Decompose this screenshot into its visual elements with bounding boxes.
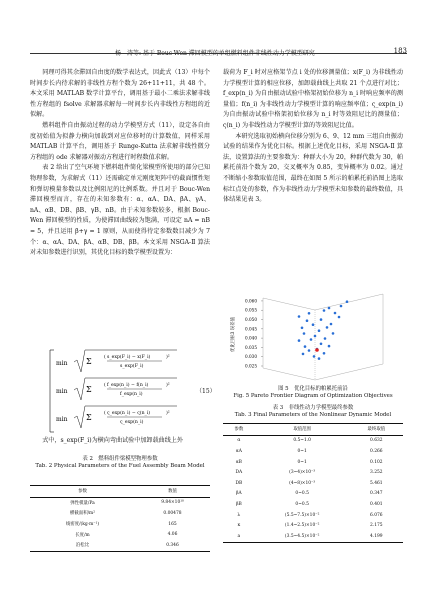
table3-cell: DB [235, 480, 243, 486]
table3-cell: βB [235, 501, 242, 507]
svg-text:)²: )² [166, 355, 170, 360]
data-point [346, 300, 349, 303]
figure5-caption [223, 386, 403, 400]
z-tick-label: 0.030 [245, 354, 257, 360]
paragraph: 同理可得其余滞回自由度的数学表达式，因此式（13）中每个时间步长内待求解的非线性方程个数为 26+11+11，共 48 个。本文采用 MATLAB 数学计算平台，调用基于最小二乘法求解非线性方程组的 fsolve 求解器求解每一时间步长内非线性方程组的近似解。 [30, 69, 210, 119]
pareto-chart [223, 292, 403, 384]
table3-caption-en: Tab. 3 Final Parameters of the Nonlinear Dynamic Model [234, 412, 392, 418]
data-points [298, 300, 349, 360]
table3-cell: α [237, 438, 241, 444]
data-point [328, 345, 331, 348]
data-point [323, 352, 326, 355]
table3-cell: 0.266 [370, 448, 383, 454]
table3-caption [223, 405, 403, 419]
data-point [314, 335, 317, 338]
data-point [298, 315, 301, 318]
table2-cell: 长度/m [75, 532, 90, 538]
table3-caption-cn: 表 3 非线性动力学模型最终参数 [272, 405, 354, 411]
table-row [30, 508, 210, 519]
eq-row-3-den: ς_exp(n_i) [120, 420, 144, 425]
table2 [30, 485, 210, 552]
data-point [310, 338, 313, 341]
svg-text:(: ( [104, 355, 106, 360]
table-row [30, 519, 210, 530]
header-rule [30, 53, 407, 54]
table-row [223, 478, 403, 489]
data-point [326, 326, 329, 329]
z-tick-label: 0.045 [245, 326, 257, 332]
table3-cell: 0~0.5 [295, 491, 309, 497]
table3-header: 最终取值 [367, 427, 386, 433]
paragraph: 载荷为 F_i 时对应格架节点 i 处的位移测量值；x(F_i) 为非线性动力学模型计算的相应位移，加卸载曲线上共取 21 个点进行对比；f_exp(n_i) 为自由振动试验中格架初始位移为 n_i 时响应频率的测量值；f(n_i) 为非线性动力学模型计算的响应频率值；ς_exp(n_i) 为自由振动试验中格架初始位移为 n_i 时等效阻尼比的测量值；ς(n_i) 为非线性动力学模型计算的等效阻尼比值。 [223, 69, 403, 129]
data-point [318, 357, 321, 360]
data-point [313, 355, 316, 358]
equation-number: （15） [196, 388, 216, 395]
table2-caption [30, 456, 210, 470]
left-column [30, 68, 210, 259]
z-tick-label: 0.055 [245, 307, 257, 313]
table-row [30, 497, 210, 508]
eq-row-1-den: s_exp(F_i) [120, 364, 144, 369]
table3-cell: 0.5~1.0 [293, 438, 311, 444]
eq-row-2-den: f_exp(n_i) [120, 392, 143, 397]
figure5-caption-en: Fig. 5 Pareto Frontier Diagram of Optimization Objectives [233, 393, 393, 399]
table3-cell: 2.175 [370, 523, 383, 529]
table-row [223, 446, 403, 457]
data-point [306, 319, 309, 322]
eq-row-1 [56, 350, 177, 372]
z-tick-label: 0.040 [245, 335, 257, 341]
table2-header: 参数 [78, 489, 87, 495]
table2-caption-en: Tab. 2 Physical Parameters of the Fuel Assembly Beam Model [35, 463, 205, 469]
data-point [303, 332, 306, 335]
table2-cell: 0.00478 [163, 510, 182, 516]
table3-cell: 0.401 [370, 501, 383, 507]
eq-row-3-num: ς_exp(n_i) − ς(n_i) [107, 411, 151, 416]
table-row [223, 457, 403, 468]
header-title: 杨 涛等: 基于 Bouc-Wen 滞回模型的单组燃料组件非线性动力学模型研究 [115, 50, 315, 57]
right-column [223, 68, 403, 206]
z-tick-label: 0.035 [245, 344, 257, 350]
svg-text:)²: )² [166, 383, 170, 388]
table3-cell: 0~1 [297, 459, 307, 465]
data-point [330, 323, 333, 326]
table3-cell: αB [235, 459, 242, 465]
figure5-caption-cn: 图 5 优化目标的帕累托前沿 [278, 386, 348, 392]
figure5 [223, 292, 403, 384]
data-point [323, 309, 326, 312]
data-point [320, 318, 323, 321]
paragraph: 本研究选取初始横向位移分别为 6、9、12 mm 三组自由振动试验的结果作为优化目标。根据上述优化目标，采用 NSGA-Ⅱ 算法，设置算法的主要参数为：种群大小为 20，种群代数为 30，帕累托前沿个数为 20，交叉概率为 0.85，变异概率为 0.02。通过不断缩小参数取值范围，最终在如图 5 所示的帕累托前沿图上选取标红点处的参数，作为非线性动力学模型未知参数的最终数值，具体结果见表 3。 [223, 132, 403, 204]
svg-text:(: ( [104, 411, 106, 416]
data-point [304, 345, 307, 348]
chart-frame [263, 294, 383, 380]
table2-cell: 横截面积/m² [70, 511, 95, 517]
svg-text:(: ( [104, 383, 106, 388]
table2-cell: 4.06 [167, 532, 178, 538]
data-point [328, 307, 331, 310]
table3-cell: 5.461 [370, 480, 383, 486]
svg-text:min: min [56, 360, 68, 367]
table3-cell: αA [235, 448, 242, 454]
z-tick-label: 0.050 [245, 317, 257, 323]
z-tick-label: 0.060 [245, 298, 257, 304]
table-row [30, 540, 210, 551]
table3-cell: 0~0.5 [295, 501, 309, 507]
data-point [308, 312, 311, 315]
table3-cell: a [237, 533, 241, 539]
eq-row-2 [56, 378, 177, 400]
table3-cell: 4.199 [370, 533, 383, 539]
table3-cell: 0.632 [370, 438, 383, 444]
table3-cell: 6.076 [370, 512, 383, 518]
data-point [332, 332, 335, 335]
table2-header: 数值 [168, 489, 177, 495]
table3-cell: 3.252 [370, 470, 383, 476]
table-row [30, 529, 210, 540]
svg-text:Σ: Σ [86, 385, 92, 394]
table-row [223, 510, 403, 521]
table2-cell: 165 [168, 521, 177, 527]
table3-cell: βA [235, 491, 242, 497]
data-point [320, 343, 323, 346]
svg-text:min: min [56, 416, 68, 423]
paragraph: 式中，s_exp(F_i)为横向弯曲试验中加卸载曲线上外 [42, 437, 183, 444]
data-point [301, 327, 304, 330]
selected-point [315, 348, 319, 352]
data-point [298, 339, 301, 342]
z-tick-label: 0.025 [245, 363, 257, 369]
svg-text:min: min [56, 388, 68, 395]
data-point [334, 312, 337, 315]
data-point [338, 316, 341, 319]
data-point [302, 353, 305, 356]
eq-row-1-num: s_exp(F_i) − x(F_i) [107, 355, 151, 360]
svg-text:Σ: Σ [86, 357, 92, 366]
table-row [223, 489, 403, 500]
table2-caption-cn: 表 2 燃料组件梁模型物理参数 [82, 456, 158, 462]
table3-cell: (3~4)×10⁻³ [289, 470, 316, 476]
table-row [223, 467, 403, 478]
table-row [223, 531, 403, 542]
data-point [318, 329, 321, 332]
svg-text:Σ: Σ [86, 413, 92, 422]
table-row [223, 520, 403, 531]
table2-cell: 泊松比 [75, 543, 90, 549]
equation-15 [44, 348, 214, 434]
table-row [223, 499, 403, 510]
table3-cell: (3.5~4.5)×10⁻² [284, 533, 320, 539]
paragraph: 表 2 给出了空气环境下燃料组件简化梁模型所使用的部分已知物理参数，为求解式（11）还需确定单元刚度矩阵中的截面惯性矩和弹切模量参数以及比例阻尼的比例系数。并且对于 Bouc-Wen 滞回模型而言，存在的未知参数有：α、αA、DA、βA、γA、nA、αB、DB、βB、γB、nB。由于未知参数较多，根据 Bouc-Wen 滞回模型的性质，为使滞回曲线较为饱满，可设定 nA = nB = 5，并且运用 β+γ = 1 原则，从而使得待定参数数目减少为 7 个：α、αA、DA、βA、αB、DB、βB。本文采用 NSGA-Ⅱ 算法对未知参数进行识别，其优化目标的数学模型设置为： [30, 164, 210, 257]
table-row [223, 435, 403, 446]
table3-cell: 0.102 [370, 459, 383, 465]
table2-cell: 线密度/(kg·m⁻¹) [65, 522, 100, 528]
table3-cell: DA [235, 470, 243, 476]
table3-header: 参数 [234, 427, 244, 433]
table3-cell: (1.4~2.5)×10⁻² [284, 523, 320, 529]
z-axis-label: 优化目标3 误差值 [231, 317, 236, 352]
svg-text:)²: )² [166, 411, 170, 416]
table3-cell: λ [237, 512, 241, 518]
z-axis-ticks [245, 298, 263, 368]
table2-cell: 0.346 [166, 542, 179, 548]
eq-row-3 [56, 406, 177, 428]
eq-row-2-num: f_exp(n_i) − f(n_i) [107, 383, 149, 388]
paragraph: 燃料组件自由振动过程的动力学模型方式（11），设定各自由度初始值为拟静力横向加载到对应位移时的计算数值，同样采用 MATLAB 计算平台，调用基于 Runge-Kutta 法求解非线性微分方程组的 ode 求解器对振动方程进行时程数值求解。 [30, 121, 210, 161]
left-column-continued [30, 436, 210, 447]
table3 [223, 423, 403, 543]
table2-cell: 弹性模量/Pa [70, 500, 95, 506]
table3-header: 取值范围 [293, 427, 311, 433]
equation-graphic [44, 348, 214, 434]
table3-cell: (4~8)×10⁻³ [289, 480, 316, 486]
data-point [324, 337, 327, 340]
running-header [0, 0, 427, 57]
table2-cell: 9.84×10¹⁰ [161, 500, 184, 506]
page-number: 183 [393, 47, 407, 55]
table3-cell: κ [237, 523, 241, 529]
data-point [312, 323, 315, 326]
data-point [308, 349, 311, 352]
table3-cell: (5.5~7.5)×10⁻² [284, 512, 320, 518]
data-point [340, 305, 343, 308]
table3-cell: 0~1 [297, 448, 307, 454]
table3-cell: 0.347 [370, 491, 383, 497]
